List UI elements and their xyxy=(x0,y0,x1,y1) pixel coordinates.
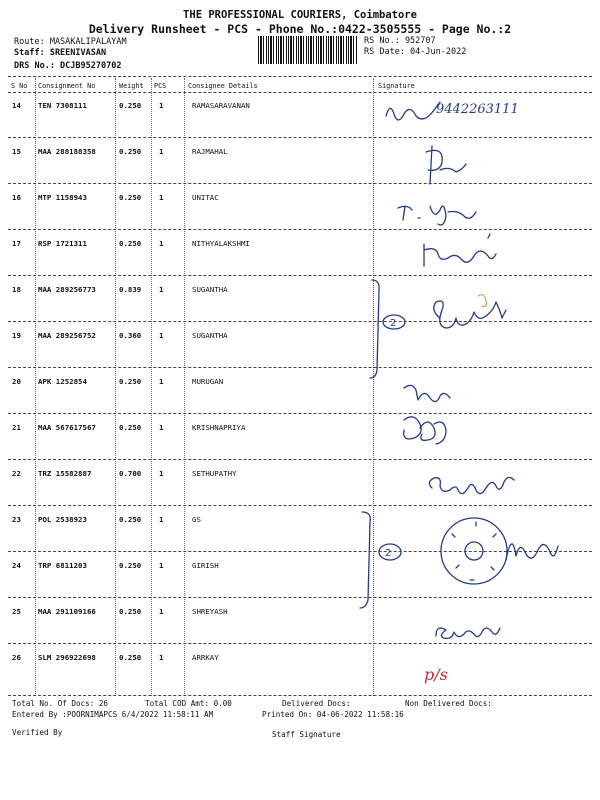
signature-stroke xyxy=(426,146,466,184)
row-pcs: 1 xyxy=(159,607,164,616)
drs-number: DRS No.: DCJB95270702 xyxy=(14,61,122,71)
row-weight: 0.250 xyxy=(119,101,142,110)
signature-stroke xyxy=(424,234,496,266)
row-consignment: MAA 288188358 xyxy=(38,147,96,156)
row-sno: 21 xyxy=(12,423,21,432)
signature-stroke xyxy=(434,301,506,328)
row-weight: 0.250 xyxy=(119,515,142,524)
handwritten-pls: p/s xyxy=(424,665,448,684)
row-consignment: MAA 289256773 xyxy=(38,285,96,294)
row-consignment: MAA 289256752 xyxy=(38,331,96,340)
signature-stroke xyxy=(398,206,476,225)
row-consignee: GS xyxy=(192,515,201,524)
non-delivered-docs: Non Delivered Docs: xyxy=(405,699,492,708)
row-consignee: RAMASARAVANAN xyxy=(192,101,250,110)
rs-number: RS No.: 952707 xyxy=(364,36,436,46)
row-pcs: 1 xyxy=(159,561,164,570)
signature-stroke xyxy=(404,385,450,401)
row-consignee: NITHYALAKSHMI xyxy=(192,239,250,248)
stain-mark xyxy=(478,295,487,307)
row-consignment: RSP 1721311 xyxy=(38,239,87,248)
delivered-docs: Delivered Docs: xyxy=(282,699,351,708)
row-sno: 23 xyxy=(12,515,21,524)
row-consignee: SETHUPATHY xyxy=(192,469,237,478)
row-consignment: SLM 296922698 xyxy=(38,653,96,662)
row-weight: 0.250 xyxy=(119,239,142,248)
row-weight: 0.250 xyxy=(119,607,142,616)
total-cod: Total COD Amt: 0.00 xyxy=(145,699,232,708)
row-pcs: 1 xyxy=(159,193,164,202)
row-consignment: POL 2538923 xyxy=(38,515,87,524)
company-title: THE PROFESSIONAL COURIERS, Coimbatore xyxy=(183,9,417,21)
verified-by: Verified By xyxy=(12,728,63,737)
signature-stroke xyxy=(404,417,446,444)
row-consignee: SHREYASH xyxy=(192,607,228,616)
row-consignee: MURUGAN xyxy=(192,377,224,386)
row-weight: 0.250 xyxy=(119,377,142,386)
ring-number: 2 xyxy=(385,548,392,559)
signature-stroke xyxy=(436,628,500,638)
row-weight: 0.700 xyxy=(119,469,142,478)
printed-on: Printed On: 04-06-2022 11:58:16 xyxy=(262,710,404,719)
col-pcs: PCS xyxy=(154,82,167,90)
row-weight: 0.250 xyxy=(119,653,142,662)
entered-by: Entered By :POORNIMAPCS 6/4/2022 11:58:11 AM xyxy=(12,710,214,719)
rs-date: RS Date: 04-Jun-2022 xyxy=(364,47,467,57)
row-pcs: 1 xyxy=(159,147,164,156)
col-sno: S No xyxy=(11,82,28,90)
signature-stroke xyxy=(386,102,440,120)
row-pcs: 1 xyxy=(159,423,164,432)
row-consignment: TEN 7308111 xyxy=(38,101,87,110)
row-weight: 0.250 xyxy=(119,561,142,570)
row-pcs: 1 xyxy=(159,101,164,110)
handwritten-phone: 9442263111 xyxy=(436,102,519,117)
row-weight: 0.250 xyxy=(119,423,142,432)
col-consignment: Consignment No xyxy=(38,82,96,90)
row-consignee: SUGANTHA xyxy=(192,285,228,294)
total-docs: Total No. Of Docs: 26 xyxy=(12,699,109,708)
signature-stroke xyxy=(429,477,514,493)
bracket xyxy=(370,280,379,378)
row-sno: 25 xyxy=(12,607,21,616)
col-weight: Weight xyxy=(119,82,144,90)
stamp-marks xyxy=(452,522,496,580)
row-consignee: UNITAC xyxy=(192,193,219,202)
ring-number: 2 xyxy=(390,318,397,329)
row-pcs: 1 xyxy=(159,285,164,294)
row-consignee: KRISHNAPRIYA xyxy=(192,423,246,432)
row-consignment: APK 1252854 xyxy=(38,377,87,386)
row-sno: 16 xyxy=(12,193,21,202)
row-sno: 19 xyxy=(12,331,21,340)
col-consignee: Consignee Details xyxy=(188,82,258,90)
row-pcs: 1 xyxy=(159,469,164,478)
row-weight: 0.360 xyxy=(119,331,142,340)
row-sno: 14 xyxy=(12,101,21,110)
row-weight: 0.250 xyxy=(119,147,142,156)
route-label: Route: MASAKALIPALAYAM xyxy=(14,37,127,47)
row-pcs: 1 xyxy=(159,331,164,340)
signature-stroke xyxy=(506,544,558,560)
row-sno: 20 xyxy=(12,377,21,386)
row-consignee: ARRKAY xyxy=(192,653,219,662)
row-pcs: 1 xyxy=(159,653,164,662)
row-sno: 17 xyxy=(12,239,21,248)
stamp-inner-ring xyxy=(465,542,483,560)
row-consignee: GIRISH xyxy=(192,561,219,570)
staff-label: Staff: SREENIVASAN xyxy=(14,48,107,58)
row-pcs: 1 xyxy=(159,377,164,386)
row-weight: 0.839 xyxy=(119,285,142,294)
row-sno: 15 xyxy=(12,147,21,156)
bracket xyxy=(360,512,370,608)
row-consignment: TRZ 15582887 xyxy=(38,469,92,478)
row-consignment: MAA 291109166 xyxy=(38,607,96,616)
row-pcs: 1 xyxy=(159,239,164,248)
row-consignee: RAJMAHAL xyxy=(192,147,228,156)
row-sno: 24 xyxy=(12,561,21,570)
row-sno: 26 xyxy=(12,653,21,662)
row-pcs: 1 xyxy=(159,515,164,524)
row-consignee: SUGANTHA xyxy=(192,331,228,340)
row-sno: 22 xyxy=(12,469,21,478)
runsheet-subtitle: Delivery Runsheet - PCS - Phone No.:0422-3505555 - Page No.:2 xyxy=(88,22,512,36)
stamp-outer-ring xyxy=(441,518,507,584)
row-consignment: TRP 6811203 xyxy=(38,561,87,570)
row-sno: 18 xyxy=(12,285,21,294)
row-weight: 0.250 xyxy=(119,193,142,202)
col-signature: Signature xyxy=(378,82,415,90)
row-consignment: MTP 1158943 xyxy=(38,193,87,202)
row-consignment: MAA 567617567 xyxy=(38,423,96,432)
staff-signature: Staff Signature xyxy=(272,730,341,739)
